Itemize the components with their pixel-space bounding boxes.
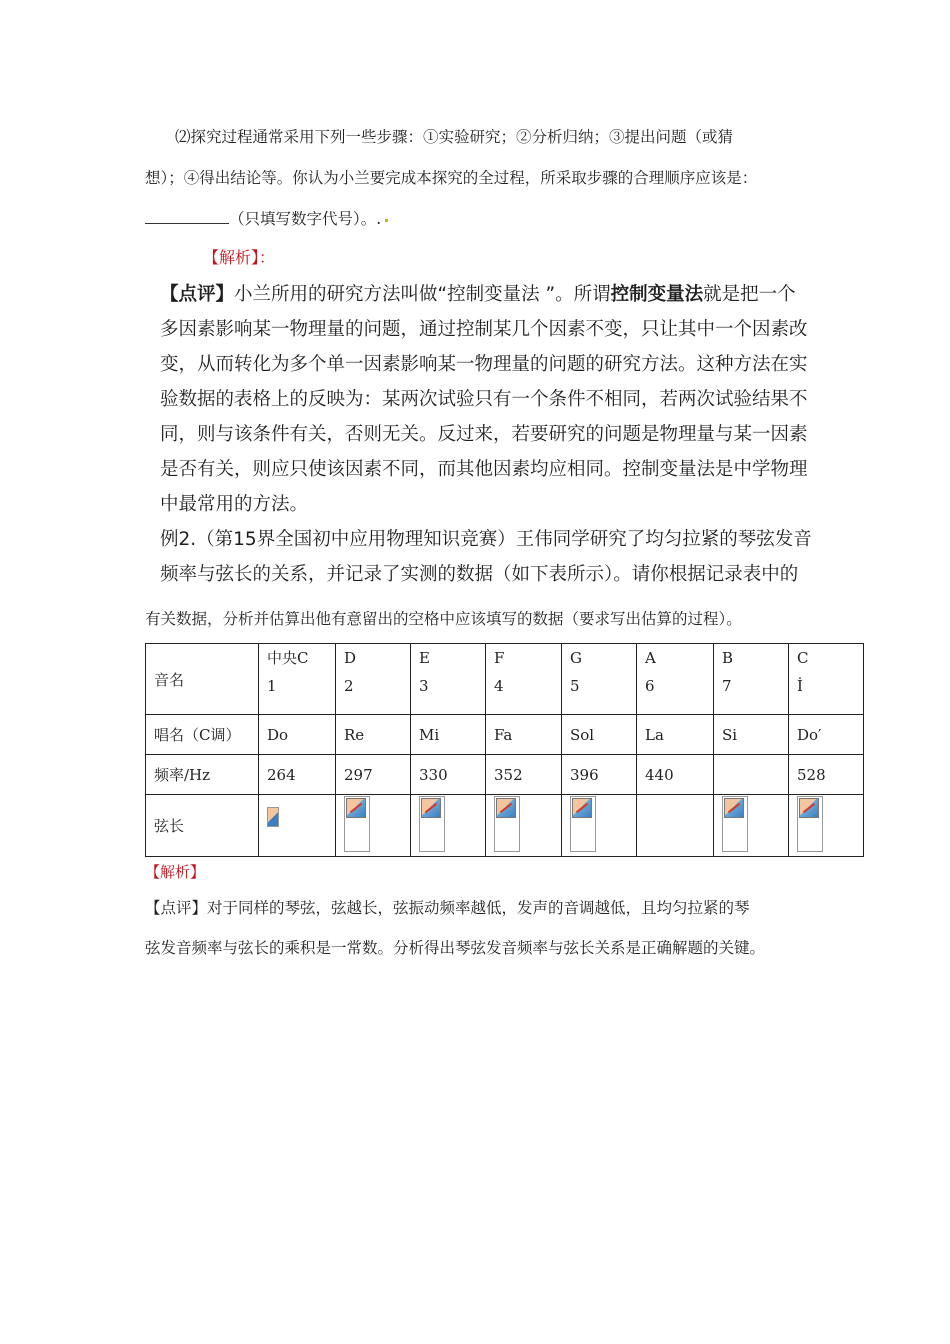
image-line-7: 中最常用的方法。 bbox=[160, 494, 309, 515]
cell-length bbox=[336, 795, 411, 857]
image-line-1a: 小兰所用的研究方法叫做“控制变量法 ”。所谓 bbox=[234, 284, 611, 305]
broken-image-icon bbox=[267, 807, 279, 827]
note-number: 4 bbox=[494, 677, 504, 695]
cell-frequency: 330 bbox=[411, 755, 486, 795]
table-row-note-name bbox=[146, 644, 864, 715]
note-number: İ bbox=[797, 677, 803, 695]
cell-frequency: 440 bbox=[637, 755, 714, 795]
cell-solfege: Re bbox=[336, 715, 411, 755]
image-line-5: 同，则与该条件有关，否则无关。反过来，若要研究的问题是物理量与某一因素 bbox=[160, 424, 808, 445]
cell-solfege: La bbox=[637, 715, 714, 755]
image-line-8: 例2.（第15界全国初中应用物理知识竞赛）王伟同学研究了均匀拉紧的琴弦发音 bbox=[160, 529, 812, 550]
broken-image-icon bbox=[494, 796, 520, 852]
row-label-note-name: 音名 bbox=[146, 644, 259, 715]
cell-length bbox=[259, 795, 336, 857]
stray-mark bbox=[385, 219, 388, 222]
row-label-frequency: 频率/Hz bbox=[146, 755, 259, 795]
note-letter: C bbox=[797, 649, 809, 667]
note-letter: F bbox=[494, 649, 505, 667]
broken-image-icon bbox=[722, 796, 748, 852]
comment-label-bold: 【点评】 bbox=[160, 284, 235, 305]
intro-line-3-text: （只填写数字代号）。. bbox=[229, 210, 382, 228]
note-letter: G bbox=[570, 649, 582, 667]
row-label-solfege: 唱名（C调） bbox=[146, 715, 259, 755]
intro-line-3 bbox=[145, 209, 388, 229]
note-letter: A bbox=[645, 649, 656, 667]
cell-frequency: 396 bbox=[562, 755, 637, 795]
broken-image-icon bbox=[570, 796, 596, 852]
cell-solfege: Do′ bbox=[789, 715, 864, 755]
cell-solfege: Si bbox=[714, 715, 789, 755]
cell-frequency-blank[interactable] bbox=[714, 755, 789, 795]
cell-note-1 bbox=[259, 644, 336, 715]
cell-frequency: 264 bbox=[259, 755, 336, 795]
broken-image-icon bbox=[419, 796, 445, 852]
cell-note-4 bbox=[486, 644, 562, 715]
cell-frequency: 528 bbox=[789, 755, 864, 795]
table-row-string-length bbox=[146, 795, 864, 857]
note-number: 7 bbox=[722, 677, 732, 695]
comment-line-2: 弦发音频率与弦长的乘积是一常数。分析得出琴弦发音频率与弦长关系是正确解题的关键。 bbox=[145, 939, 766, 957]
image-line-1 bbox=[160, 280, 796, 306]
comment-text-1: 对于同样的琴弦，弦越长，弦振动频率越低，发声的音调越低，且均匀拉紧的琴 bbox=[207, 899, 750, 917]
cell-note-7 bbox=[714, 644, 789, 715]
cell-note-2 bbox=[336, 644, 411, 715]
cell-solfege: Fa bbox=[486, 715, 562, 755]
image-line-4: 验数据的表格上的反映为：某两次试验只有一个条件不相同，若两次试验结果不 bbox=[160, 389, 808, 410]
table-row-frequency bbox=[146, 755, 864, 795]
cell-note-5 bbox=[562, 644, 637, 715]
cell-note-8 bbox=[789, 644, 864, 715]
note-letter: D bbox=[344, 649, 357, 667]
cell-solfege: Do bbox=[259, 715, 336, 755]
cell-frequency: 297 bbox=[336, 755, 411, 795]
intro-line-2: 想）；④得出结论等。你认为小兰要完成本探究的全过程，所采取步骤的合理顺序应该是： bbox=[145, 169, 758, 187]
cell-note-3 bbox=[411, 644, 486, 715]
question-tail: 有关数据，分析并估算出他有意留出的空格中应该填写的数据（要求写出估算的过程）。 bbox=[145, 610, 742, 628]
image-line-1b: 就是把一个 bbox=[703, 284, 796, 305]
row-label-string-length: 弦长 bbox=[146, 795, 259, 857]
comment-line-1 bbox=[145, 898, 750, 918]
note-letter: 中央C bbox=[267, 649, 309, 667]
broken-image-icon bbox=[797, 796, 823, 852]
note-number: 6 bbox=[645, 677, 655, 695]
note-letter: E bbox=[419, 649, 430, 667]
cell-frequency: 352 bbox=[486, 755, 562, 795]
cell-note-6 bbox=[637, 644, 714, 715]
frequency-table bbox=[145, 643, 864, 857]
note-number: 5 bbox=[570, 677, 580, 695]
note-number: 2 bbox=[344, 677, 354, 695]
comment-label: 【点评】 bbox=[145, 899, 208, 917]
image-line-6: 是否有关，则应只使该因素不同，而其他因素均应相同。控制变量法是中学物理 bbox=[160, 459, 808, 480]
cell-length bbox=[411, 795, 486, 857]
cell-length bbox=[562, 795, 637, 857]
cell-length-blank[interactable] bbox=[637, 795, 714, 857]
broken-image-icon bbox=[344, 796, 370, 852]
cell-solfege: Mi bbox=[411, 715, 486, 755]
note-number: 1 bbox=[267, 677, 277, 695]
image-line-3: 变，从而转化为多个单一因素影响某一物理量的问题的研究方法。这种方法在实 bbox=[160, 354, 808, 375]
note-number: 3 bbox=[419, 677, 429, 695]
cell-solfege: Sol bbox=[562, 715, 637, 755]
image-line-2: 多因素影响某一物理量的问题，通过控制某几个因素不变，只让其中一个因素改 bbox=[160, 319, 808, 340]
cell-length bbox=[714, 795, 789, 857]
cell-length bbox=[486, 795, 562, 857]
method-name-bold: 控制变量法 bbox=[610, 284, 704, 305]
note-letter: B bbox=[722, 649, 734, 667]
intro-line-1: ⑵探究过程通常采用下列一些步骤：①实验研究；②分析归纳；③提出问题（或猜 bbox=[175, 128, 734, 146]
cell-length bbox=[789, 795, 864, 857]
analysis-label-1: 【解析】： bbox=[203, 248, 276, 267]
image-line-9: 频率与弦长的关系，并记录了实测的数据（如下表所示）。请你根据记录表中的 bbox=[160, 564, 799, 585]
answer-blank[interactable] bbox=[145, 209, 229, 224]
table-row-solfege bbox=[146, 715, 864, 755]
analysis-label-2: 【解析】 bbox=[145, 863, 206, 881]
